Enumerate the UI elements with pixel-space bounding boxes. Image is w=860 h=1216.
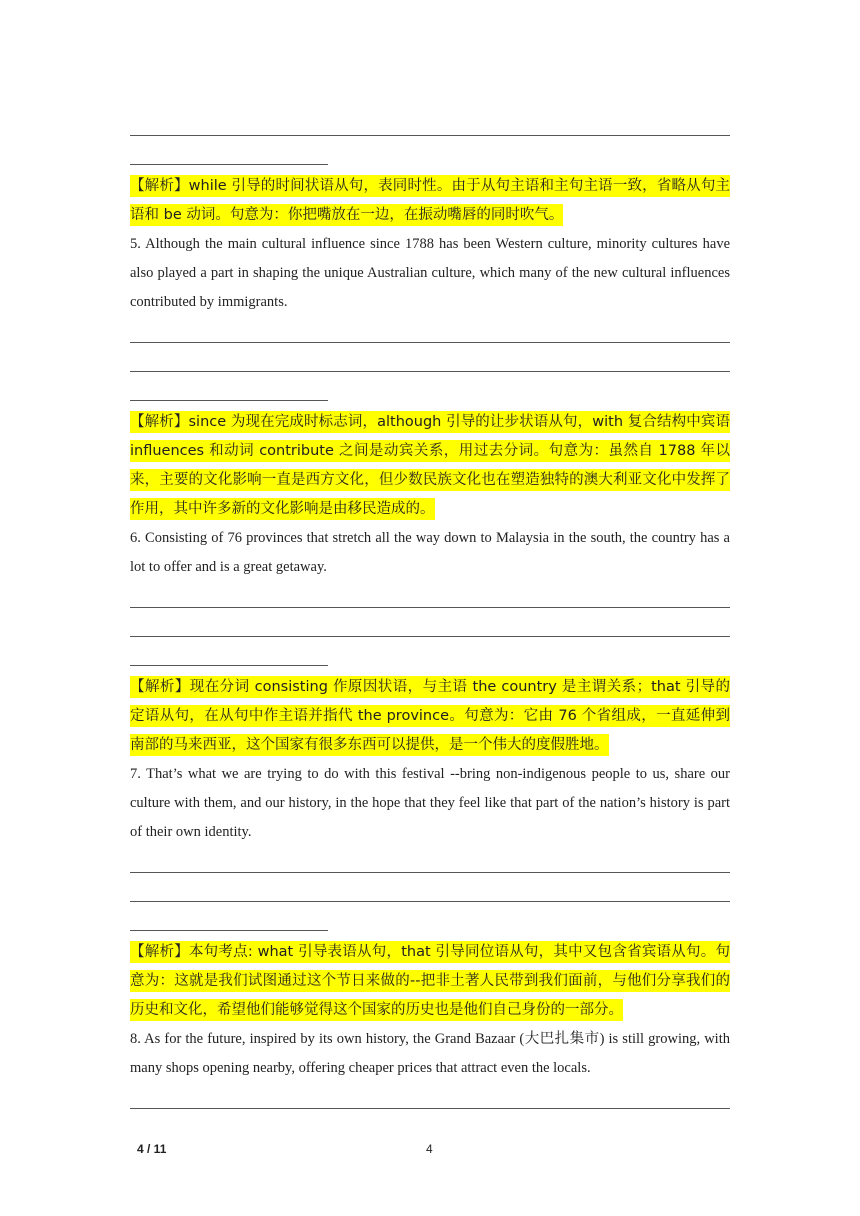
question-text: 7. That’s what we are trying to do with this festival --bring non-indigenous people to us, share our culture with them, and our history, in the hope that they feel like that part of the nation’s history is part of their own identity. xyxy=(130,766,730,840)
answer-line xyxy=(130,317,730,346)
document-body xyxy=(130,110,730,1112)
page-number: 4 xyxy=(426,1142,433,1156)
answer-line xyxy=(130,611,730,640)
analysis-text: 【解析】since 为现在完成时标志词，although 引导的让步状语从句，with 复合结构中宾语 influences 和动词 contribute 之间是动宾关系，用过去分词。句意为：虽然自 1788 年以来，主要的文化影响一直是西方文化，但少数民族文化也在塑造独特的澳大利亚文化中发挥了作用，其中许多新的文化影响是由移民造成的。 xyxy=(130,411,730,520)
question-text: 6. Consisting of 76 provinces that stretch all the way down to Malaysia in the south, the country has a lot to offer and is a great getaway. xyxy=(130,530,730,575)
answer-line xyxy=(130,582,730,611)
analysis-block xyxy=(130,408,730,524)
analysis-text: 【解析】现在分词 consisting 作原因状语，与主语 the country 是主谓关系；that 引导的定语从句，在从句中作主语并指代 the province。句意为：它由 76 个省组成，一直延伸到南部的马来西亚，这个国家有很多东西可以提供，是一个伟大的度假胜地。 xyxy=(130,676,730,756)
analysis-block xyxy=(130,938,730,1025)
answer-line xyxy=(130,876,730,905)
analysis-block xyxy=(130,172,730,230)
answer-line xyxy=(130,139,730,168)
answer-line xyxy=(130,847,730,876)
analysis-text: 【解析】while 引导的时间状语从句，表同时性。由于从句主语和主句主语一致，省略从句主语和 be 动词。句意为：你把嘴放在一边，在振动嘴唇的同时吹气。 xyxy=(130,175,730,226)
question-text: 8. As for the future, inspired by its own history, the Grand Bazaar (大巴扎集市) is still growing, with many shops opening nearby, offering cheaper prices that attract even the locals. xyxy=(130,1031,730,1076)
answer-line xyxy=(130,375,730,404)
answer-line xyxy=(130,346,730,375)
answer-line xyxy=(130,110,730,139)
answer-line xyxy=(130,905,730,934)
page-indicator: 4 / 11 xyxy=(137,1142,167,1156)
answer-line xyxy=(130,640,730,669)
analysis-text: 【解析】本句考点: what 引导表语从句，that 引导同位语从句，其中又包含省宾语从句。句意为：这就是我们试图通过这个节日来做的--把非土著人民带到我们面前，与他们分享我们的历史和文化，希望他们能够觉得这个国家的历史也是他们自己身份的一部分。 xyxy=(130,941,730,1021)
analysis-block xyxy=(130,673,730,760)
question-text: 5. Although the main cultural influence since 1788 has been Western culture, minority cultures have also played a part in shaping the unique Australian culture, which many of the new cultural influences contributed by immigrants. xyxy=(130,236,730,310)
answer-line xyxy=(130,1083,730,1112)
